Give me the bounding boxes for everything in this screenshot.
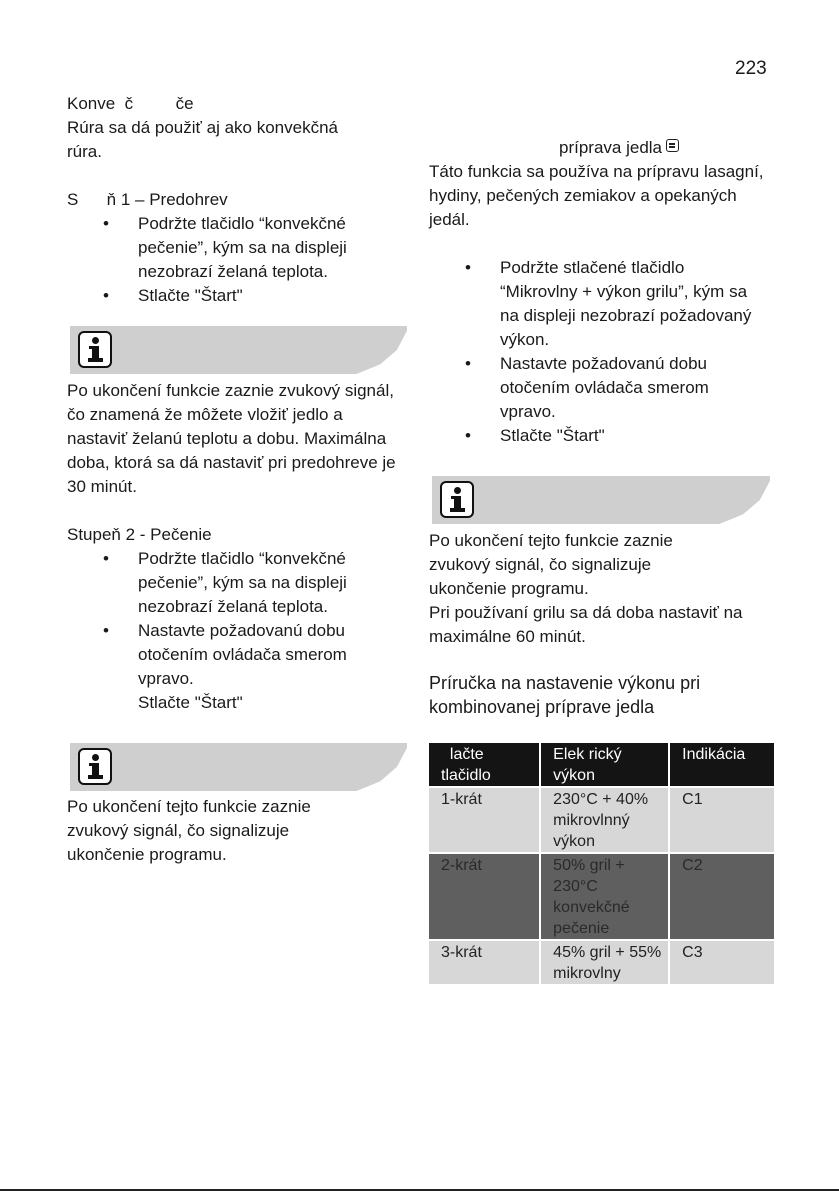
header-indication: Indikácia bbox=[669, 743, 774, 787]
combined-list bbox=[429, 256, 764, 448]
list-item: • Stlačte "Štart" bbox=[429, 424, 764, 448]
bullet-icon: • bbox=[465, 258, 471, 277]
info-note-bar bbox=[70, 326, 407, 374]
list-item: Stlačte "Štart" bbox=[138, 693, 243, 712]
table-header-row bbox=[429, 743, 774, 787]
table-title: Príručka na nastavenie výkonu pri kombinovanej príprave jedla bbox=[429, 673, 701, 717]
power-settings-table bbox=[429, 743, 774, 986]
cell-indication: C1 bbox=[669, 787, 774, 853]
note1-text: Po ukončení funkcie zaznie zvukový signál, čo znamená že môžete vložiť jedlo a nastaviť želanú teplotu a dobu. Maximálna doba, ktorá sa dá nastaviť pri predohreve je 30 minút. bbox=[67, 381, 396, 496]
cell-power: 50% gril + 230°C konvekčné pečenie bbox=[540, 853, 669, 940]
list-item: • Podržte tlačidlo “konvekčné pečenie”, kým sa na displeji nezobrazí želaná teplota. bbox=[103, 214, 347, 281]
info-icon bbox=[440, 481, 474, 518]
list-item: • Stlačte "Štart" bbox=[67, 284, 387, 308]
info-note-bar bbox=[70, 743, 407, 791]
page-number: 223 bbox=[735, 58, 767, 79]
cell-presses: 1-krát bbox=[429, 787, 540, 853]
table-row bbox=[429, 940, 774, 985]
header-power: Elek rický výkon bbox=[540, 743, 669, 787]
list-item: • Podržte tlačidlo “konvekčné pečenie”, kým sa na displeji nezobrazí želaná teplota. bbox=[103, 549, 347, 616]
bullet-icon: • bbox=[103, 286, 109, 305]
cell-power: 230°C + 40% mikrovlnný výkon bbox=[540, 787, 669, 853]
step2-list bbox=[67, 547, 387, 715]
bullet-icon: • bbox=[465, 354, 471, 373]
convection-intro: Rúra sa dá použiť aj ako konvekčná rúra. bbox=[67, 118, 338, 161]
step1-heading: S ň 1 – Predohrev bbox=[67, 190, 228, 209]
section-title-convection: Konve č če bbox=[67, 94, 194, 113]
cell-power: 45% gril + 55% mikrovlny bbox=[540, 940, 669, 985]
header-button: lačte tlačidlo bbox=[429, 743, 540, 787]
list-item: • Nastavte požadovanú dobu otočením ovládača smerom vpravo. bbox=[103, 621, 347, 688]
step1-list bbox=[67, 212, 387, 308]
cell-indication: C2 bbox=[669, 853, 774, 940]
bullet-icon: • bbox=[103, 621, 109, 640]
info-icon bbox=[78, 748, 112, 785]
bullet-icon: • bbox=[103, 214, 109, 233]
note2-text: Po ukončení tejto funkcie zaznie zvukový signál, čo signalizuje ukončenie programu. bbox=[67, 797, 311, 864]
info-note-bar bbox=[432, 476, 770, 524]
section-title-combined: príprava jedla bbox=[429, 136, 774, 160]
combined-note-text2: Pri používaní grilu sa dá doba nastaviť na maximálne 60 minút. bbox=[429, 603, 743, 646]
cell-presses: 2-krát bbox=[429, 853, 540, 940]
bullet-icon: • bbox=[465, 426, 471, 445]
list-item: • Podržte stlačené tlačidlo “Mikrovlny + výkon grilu”, kým sa na displeji nezobrazí požadovaný výkon. bbox=[465, 258, 752, 349]
info-icon bbox=[78, 331, 112, 368]
left-column bbox=[67, 92, 417, 867]
table-row bbox=[429, 787, 774, 853]
cell-indication: C3 bbox=[669, 940, 774, 985]
bullet-icon: • bbox=[103, 549, 109, 568]
cell-presses: 3-krát bbox=[429, 940, 540, 985]
meal-icon bbox=[666, 139, 679, 152]
combined-intro: Táto funkcia sa používa na prípravu lasagní, hydiny, pečených zemiakov a opekaných jedál. bbox=[429, 162, 764, 229]
step2-heading: Stupeň 2 - Pečenie bbox=[67, 525, 212, 544]
table-row bbox=[429, 853, 774, 940]
list-item: • Nastavte požadovanú dobu otočením ovládača smerom vpravo. bbox=[465, 354, 709, 421]
right-column bbox=[429, 136, 774, 986]
combined-note-text1: Po ukončení tejto funkcie zaznie zvukový signál, čo signalizuje ukončenie programu. bbox=[429, 531, 673, 598]
